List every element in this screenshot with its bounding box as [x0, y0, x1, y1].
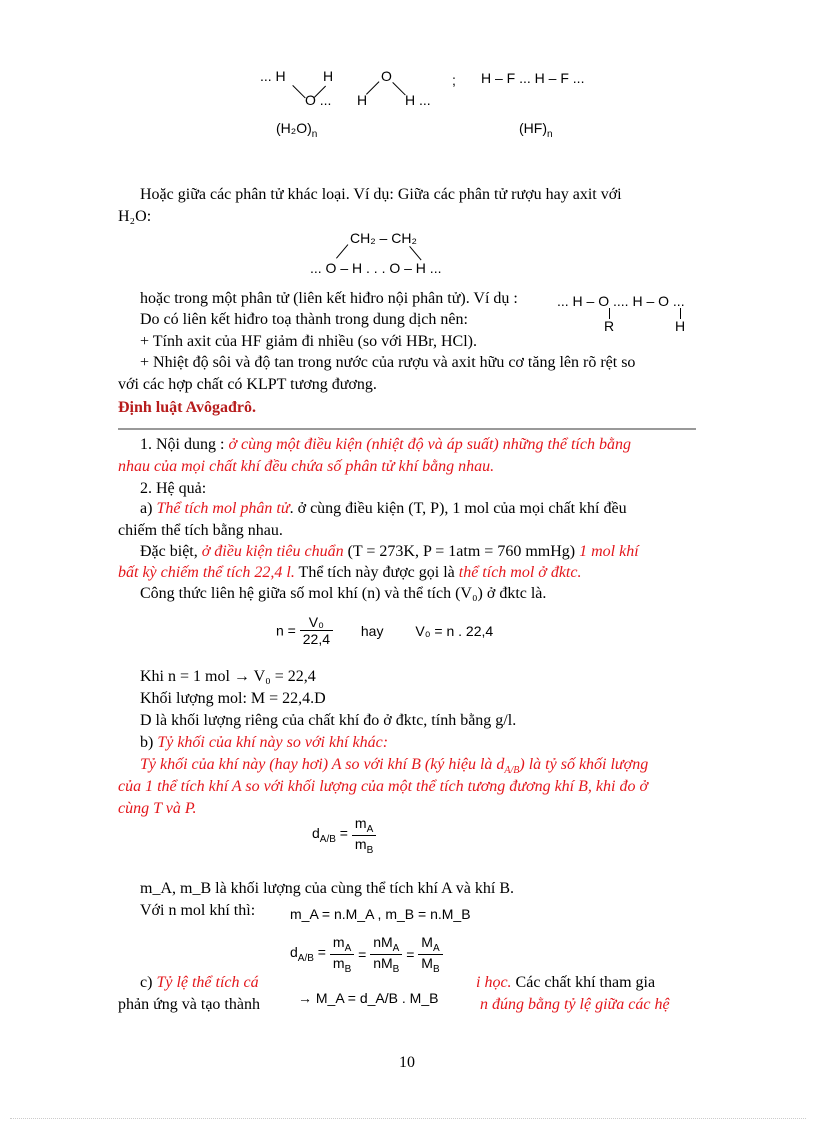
bond-line — [392, 82, 405, 95]
fraction: $\frac{m_A}{m_B}$ — [330, 934, 354, 975]
water-o1: O ... — [305, 92, 332, 108]
paragraph: + Tính axit của HF giảm đi nhiều (so với HBr, HCl). — [140, 333, 477, 350]
paragraph: D là khối lượng riêng của chất khí đo ở đktc, tính bằng g/l. — [140, 712, 517, 729]
intra-row: ... H – O .... H – O ... — [557, 293, 685, 309]
paragraph: nhau của mọi chất khí đều chứa số phân tử khí bằng nhau. — [118, 458, 495, 475]
fraction: $\frac{M_A}{M_B}$ — [418, 934, 442, 975]
page-edge — [10, 1118, 806, 1119]
fraction: $\frac{nM_A}{nM_B}$ — [370, 934, 402, 975]
bond-line — [292, 85, 305, 98]
formula-final: → M_A = d_A/B . M_B — [292, 990, 444, 1006]
paragraph: Tỷ khối của khí này (hay hơi) A so với khí B (ký hiệu là $d_{A/B}$) là tỷ số khối lượng — [140, 756, 649, 777]
water-h1: ... H — [260, 68, 286, 84]
paragraph: H₂O: — [118, 208, 152, 225]
paragraph: m_A, m_B là khối lượng của cùng thể tích khí A và khí B. — [140, 880, 514, 897]
paragraph: bất kỳ chiếm thể tích 22,4 l. Thể tích này được gọi là thể tích mol ở đktc. — [118, 564, 582, 581]
paragraph: cùng T và P. — [118, 800, 197, 817]
water-o2: O — [381, 68, 392, 84]
paragraph: Khối lượng mol: M = 22,4.D — [140, 690, 326, 707]
formula-m: m_A = n.M_A , m_B = n.M_B — [290, 906, 471, 922]
paragraph: hoặc trong một phân tử (liên kết hiđro nội phân tử). Ví dụ : — [140, 290, 518, 307]
paragraph: c) Tỷ lệ thể tích cá — [140, 974, 259, 991]
ch2-ch2: CH₂ – CH₂ — [350, 230, 417, 246]
semicolon: ; — [452, 72, 456, 88]
paragraph: a) Thể tích mol phân tử. ở cùng điều kiện (T, P), 1 mol của mọi chất khí đều — [140, 500, 627, 517]
paragraph: Hoặc giữa các phân tử khác loại. Ví dụ: Giữa các phân tử rượu hay axit với — [140, 186, 622, 203]
formula-chain: $d_{A/B}$ = $\frac{m_A}{m_B}$ = $\frac{nM_A}{nM_B}$ = $\frac{M_A}{M_B}$ — [290, 934, 443, 975]
paragraph: Với n mol khí thì: — [140, 902, 256, 919]
water-h2: H — [323, 68, 334, 84]
paragraph: với các hợp chất có KLPT tương đương. — [118, 376, 377, 393]
hf-label: $(HF)_n$ — [519, 120, 553, 140]
paragraph: + Nhiệt độ sôi và độ tan trong nước của rượu và axit hữu cơ tăng lên rõ rệt so — [140, 354, 636, 371]
bond-line — [336, 244, 348, 258]
intra-h: H — [675, 318, 686, 334]
paragraph: 1. Nội dung : ở cùng một điều kiện (nhiệt độ và áp suất) những thể tích bằng — [140, 436, 631, 453]
formula-n: n = $\frac{\text{V₀}}{22,4}$ hay V₀ = n . 22,4 — [276, 614, 494, 647]
h2o-label: $(H_2O)_n$ — [276, 120, 318, 140]
paragraph: Do có liên kết hiđro toạ thành trong dung dịch nên: — [140, 311, 468, 328]
intra-r: R — [604, 318, 615, 334]
page-number: 10 — [399, 1054, 415, 1071]
fraction: $\frac{\text{V₀}}{22,4}$ — [300, 614, 333, 647]
formula-dab: $d_{A/B}$ = $\frac{m_A}{m_B}$ — [312, 815, 376, 856]
paragraph: Đặc biệt, ở điều kiện tiêu chuẩn (T = 273K, P = 1atm = 760 mmHg) 1 mol khí — [140, 543, 639, 560]
paragraph: chiếm thể tích bằng nhau. — [118, 522, 283, 539]
water-h4: H ... — [405, 92, 431, 108]
paragraph: Khi n = 1 mol → V₀ = 22,4 — [140, 668, 316, 685]
hf-chain: H – F ... H – F ... — [481, 70, 585, 86]
paragraph: phản ứng và tạo thành — [118, 996, 260, 1013]
paragraph: của 1 thể tích khí A so với khối lượng của một thể tích tương đương khí B, khi đo ở — [118, 778, 648, 795]
divider — [118, 428, 696, 430]
paragraph: 2. Hệ quả: — [140, 480, 207, 497]
fraction: $\frac{m_A}{m_B}$ — [352, 815, 376, 856]
paragraph: i học. Các chất khí tham gia — [476, 974, 656, 991]
section-heading: Định luật Avôgađrô. — [118, 399, 256, 416]
bond-line — [409, 246, 421, 260]
paragraph: n đúng bằng tỷ lệ giữa các hệ — [480, 996, 670, 1013]
water-h3: H — [357, 92, 368, 108]
alcohol-row: ... O – H . . . O – H ... — [310, 260, 442, 276]
paragraph: Công thức liên hệ giữa số mol khí (n) và thể tích (V₀) ở đktc là. — [140, 585, 547, 602]
paragraph: b) Tỷ khối của khí này so với khí khác: — [140, 734, 389, 751]
bond-line — [366, 81, 379, 94]
